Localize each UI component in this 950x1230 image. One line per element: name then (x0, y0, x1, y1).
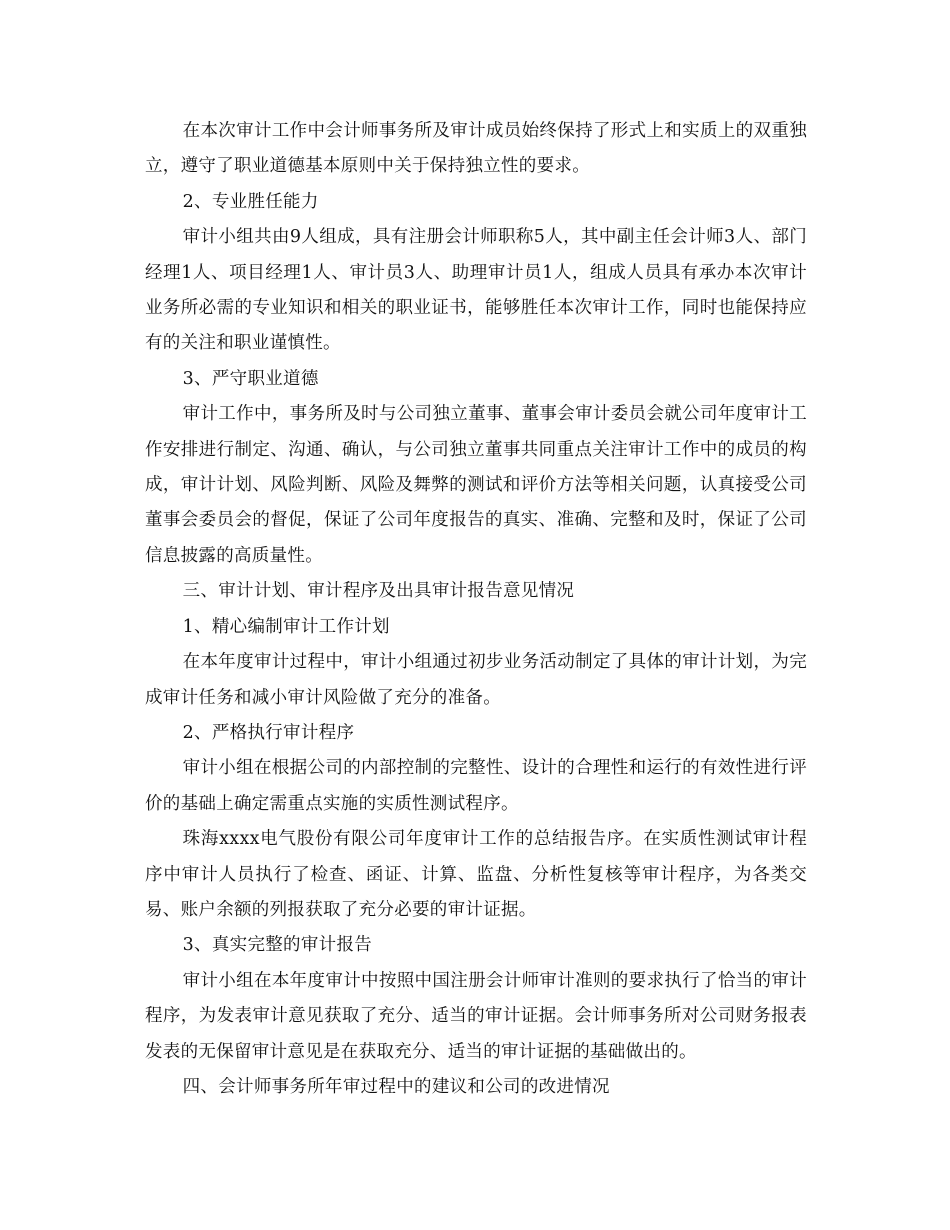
heading-audit-report: 3、真实完整的审计报告 (182, 935, 373, 956)
section-heading-recommendations: 四、会计师事务所年审过程中的建议和公司的改进情况 (182, 1076, 610, 1097)
paragraph-audit-communication: 审计工作中，事务所及时与公司独立董事、董事会审计委员会就公司年度审计工作安排进行制定、沟通、确认，与公司独立董事共同重点关注审计工作中的成员的构成，审计计划、风险判断、风险及舞弊的测试和评价方法等相关问题，认真接受公司董事会委员会的督促，保证了公司年度报告的真实、准确、完整和及时，保证了公司信息披露的高质量性。 (145, 404, 807, 566)
paragraph-internal-control: 审计小组在根据公司的内部控制的完整性、设计的合理性和运行的有效性进行评价的基础上确定需重点实施的实质性测试程序。 (145, 758, 807, 814)
heading-professional-competence: 2、专业胜任能力 (182, 191, 319, 212)
paragraph-audit-opinion: 审计小组在本年度审计中按照中国注册会计师审计准则的要求执行了恰当的审计程序，为发表审计意见获取了充分、适当的审计证据。会计师事务所对公司财务报表发表的无保留审计意见是在获取充分、适当的审计证据的基础做出的。 (145, 970, 807, 1062)
heading-professional-ethics: 3、严守职业道德 (182, 368, 319, 389)
heading-audit-plan: 1、精心编制审计工作计划 (182, 616, 390, 637)
paragraph-audit-team: 审计小组共由9人组成，具有注册会计师职称5人，其中副主任会计师3人、部门经理1人、项目经理1人、审计员3人、助理审计员1人，组成人员具有承办本次审计业务所必需的专业知识和相关的职业证书，能够胜任本次审计工作，同时也能保持应有的关注和职业谨慎性。 (145, 227, 807, 354)
heading-audit-procedures: 2、严格执行审计程序 (182, 722, 355, 743)
section-heading-audit-plan: 三、审计计划、审计程序及出具审计报告意见情况 (182, 581, 575, 602)
paragraph-independence: 在本次审计工作中会计师事务所及审计成员始终保持了形式上和实质上的双重独立，遵守了职业道德基本原则中关于保持独立性的要求。 (145, 121, 807, 177)
paragraph-substantive-testing: 珠海xxxx电气股份有限公司年度审计工作的总结报告序。在实质性测试审计程序中审计人员执行了检查、函证、计算、监盘、分析性复核等审计程序，为各类交易、账户余额的列报获取了充分必要的审计证据。 (145, 829, 807, 920)
paragraph-audit-plan: 在本年度审计过程中，审计小组通过初步业务活动制定了具体的审计计划，为完成审计任务和减小审计风险做了充分的准备。 (145, 652, 807, 708)
document-body (145, 114, 807, 1105)
